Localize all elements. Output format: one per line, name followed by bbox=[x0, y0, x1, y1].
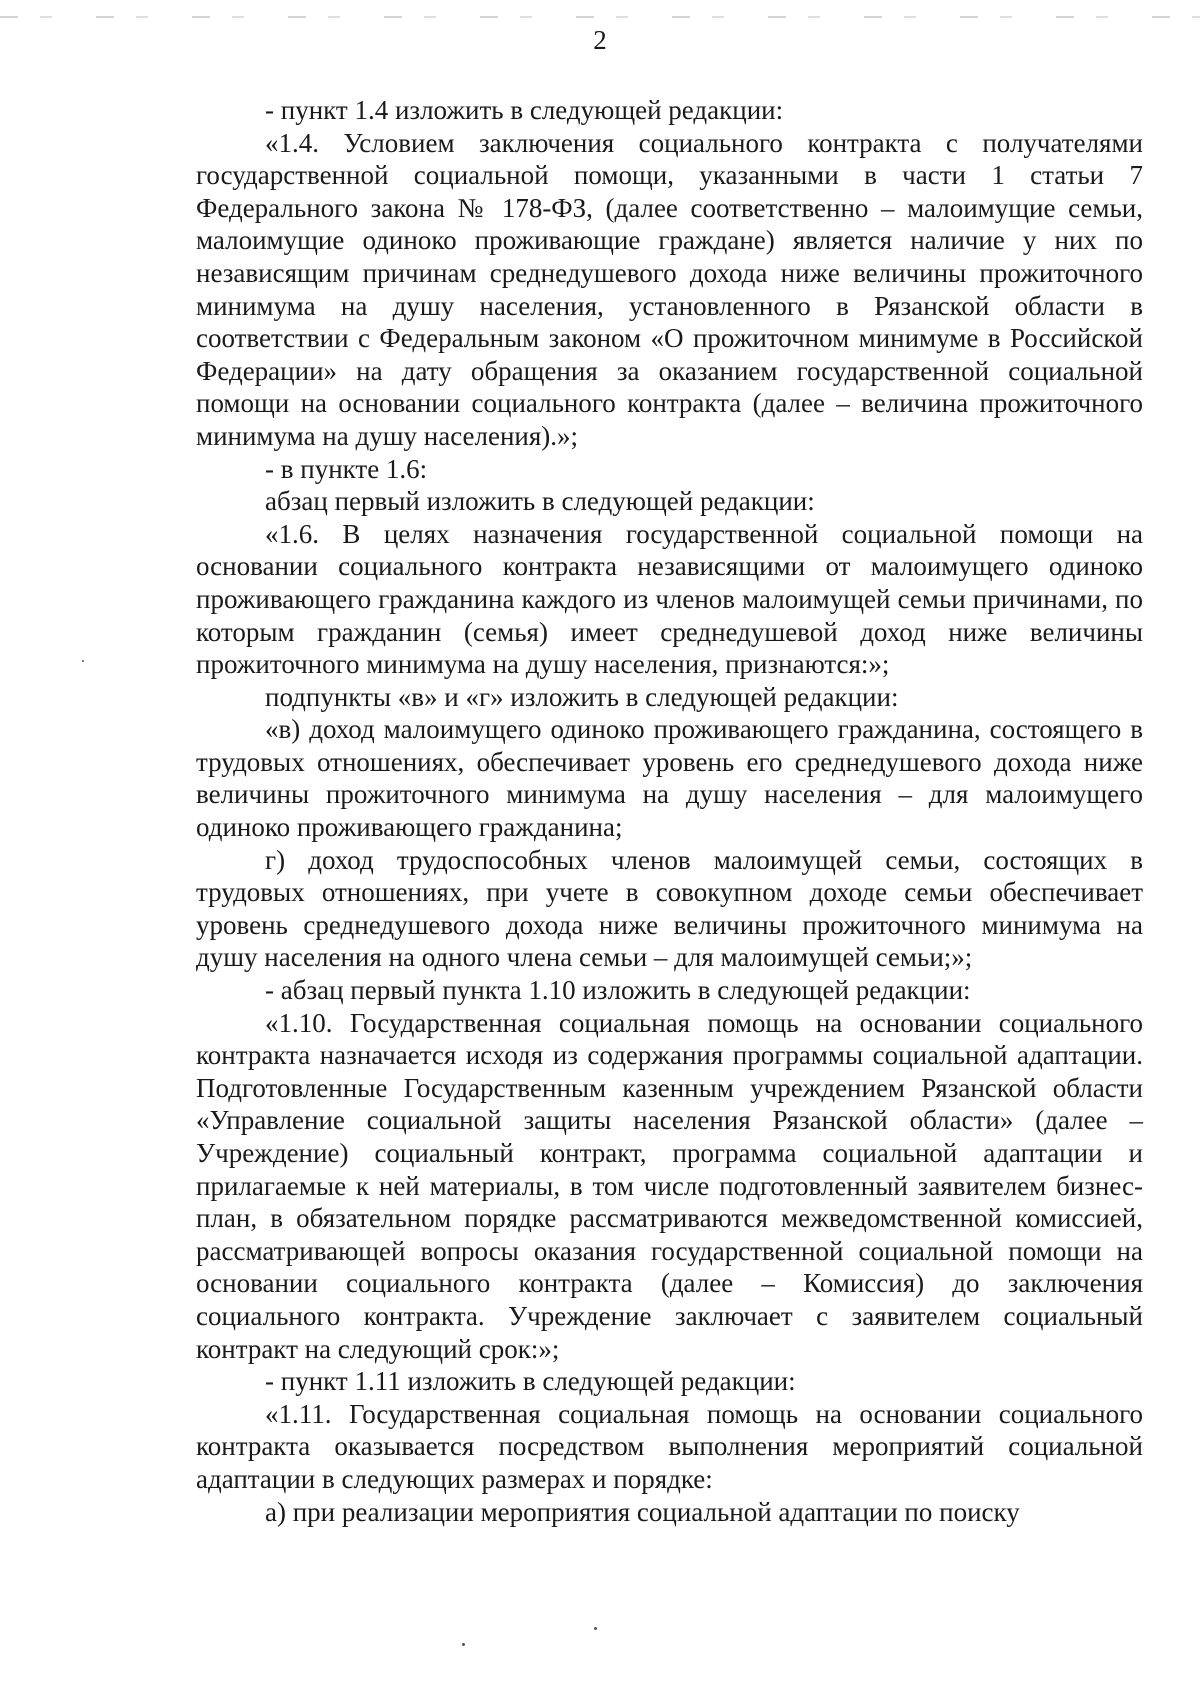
paragraph: «1.11. Государственная социальная помощь на основании социального контракта оказывается посредством выполнения мероприятий социальной адаптации в следующих размерах и порядке: bbox=[196, 1398, 1143, 1494]
paragraph: г) доход трудоспособных членов малоимущей семьи, состоящих в трудовых отношениях, при учете в совокупном доходе семьи обеспечивает уровень среднедушевого дохода ниже величины прожиточного минимума на душу населения на одного члена семьи – для малоимущей семьи;»; bbox=[196, 844, 1143, 973]
paragraph: - пункт 1.11 изложить в следующей редакции: bbox=[265, 1366, 796, 1397]
page-number: 2 bbox=[593, 25, 607, 55]
scan-speck bbox=[462, 1643, 465, 1646]
paragraph: а) при реализации мероприятия социальной адаптации по поиску bbox=[265, 1496, 1020, 1527]
scan-speck bbox=[82, 660, 84, 662]
paragraph: - пункт 1.4 изложить в следующей редакции: bbox=[265, 95, 784, 125]
paragraph: «1.10. Государственная социальная помощь на основании социального контракта назначается исходя из содержания программы социальной адаптации. Подготовленные Государственным казенным учреждением Рязанской области «Управление социальной защиты населения Рязанской области» (далее – Учреждение) социальный контракт, программа социальной адаптации и прилагаемые к ней материалы, в том числе подготовленный заявителем бизнес-план, в обязательном порядке рассматриваются межведомственной комиссией, рассматривающей вопросы оказания государственной социальной помощи на основании социального контракта (далее – Комиссия) до заключения социального контракта. Учреждение заключает с заявителем социальный контракт на следующий срок:»; bbox=[196, 1007, 1143, 1364]
paragraph: «в) доход малоимущего одиноко проживающего гражданина, состоящего в трудовых отношениях, обеспечивает уровень его среднедушевого дохода ниже величины прожиточного минимума на душу населения – для малоимущего одиноко проживающего гражданина; bbox=[196, 714, 1143, 843]
paragraph: абзац первый изложить в следующей редакции: bbox=[265, 486, 815, 517]
paragraph: - абзац первый пункта 1.10 изложить в следующей редакции: bbox=[265, 975, 971, 1006]
paragraph: «1.6. В целях назначения государственной социальной помощи на основании социального контракта независящими от малоимущего одиноко проживающего гражданина каждого из членов малоимущей семьи причинами, по которым гражданин (семья) имеет среднедушевой доход ниже величины прожиточного минимума на душу населения, признаются:»; bbox=[196, 518, 1143, 680]
paragraph: «1.4. Условием заключения социального контракта с получателями государственной социальной помощи, указанными в части 1 статьи 7 Федерального закона № 178-ФЗ, (далее соответственно – малоимущие семьи, малоимущие одиноко проживающие граждане) является наличие у них по независящим причинам среднедушевого дохода ниже величины прожиточного минимума на душу населения, установленного в Рязанской области в соответствии с Федеральным законом «О прожиточном минимуме в Российской Федерации» на дату обращения за оказанием государственной социальной помощи на основании социального контракта (далее – величина прожиточного минимума на душу населения).»; bbox=[196, 127, 1143, 451]
paragraph: - в пункте 1.6: bbox=[265, 453, 428, 484]
paragraph: подпункты «в» и «г» изложить в следующей редакции: bbox=[265, 681, 899, 712]
scan-speck bbox=[594, 1627, 597, 1630]
document-body bbox=[196, 94, 1143, 1528]
scan-artifact-line bbox=[0, 16, 1200, 18]
